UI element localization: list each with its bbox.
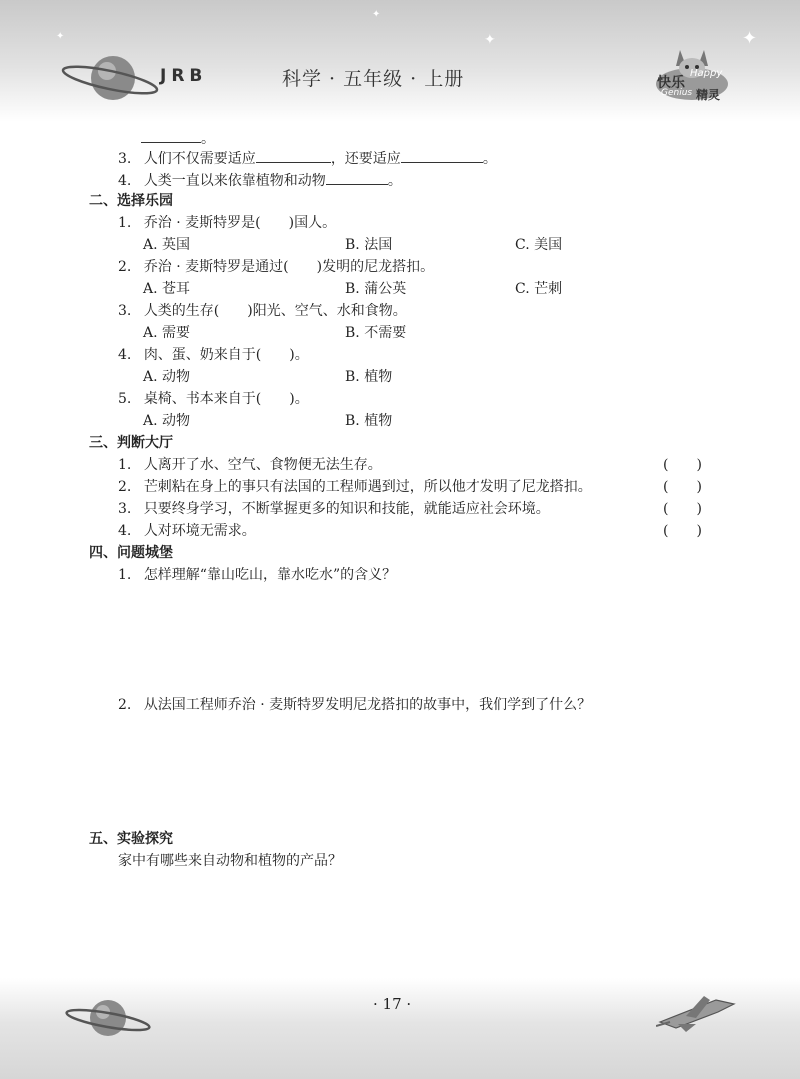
answer-area[interactable] <box>118 876 698 971</box>
choice-question-5: 5. 桌椅、书本来自于( )。 <box>118 391 309 407</box>
fill-question-3: 3. 人们不仅需要适应 ，还要适应 。 <box>118 148 497 168</box>
experiment-question: 家中有哪些来自动物和植物的产品？ <box>118 853 342 869</box>
answer-area[interactable] <box>140 590 700 690</box>
section-title-experiment: 五、实验探究 <box>89 831 173 847</box>
mascot-logo-text: 快乐 <box>657 75 685 91</box>
judge-answer-paren[interactable]: ( ) <box>663 479 702 495</box>
choice-option-b[interactable]: B. 蒲公英 <box>345 281 407 297</box>
choice-option-a[interactable]: A. 英国 <box>143 237 191 253</box>
choice-option-b[interactable]: B. 法国 <box>345 237 393 253</box>
choice-option-c[interactable]: C. 芒刺 <box>515 281 563 297</box>
saturn-planet-icon <box>58 48 162 108</box>
judge-answer-paren[interactable]: ( ) <box>663 501 702 517</box>
page-number: · 17 · <box>373 995 412 1013</box>
answer-blank[interactable] <box>141 128 201 143</box>
answer-blank[interactable] <box>256 148 331 163</box>
answer-area[interactable] <box>140 720 700 820</box>
open-question-1: 1. 怎样理解“靠山吃山，靠水吃水”的含义？ <box>118 567 397 583</box>
section-title-choice: 二、选择乐园 <box>89 193 173 209</box>
judge-item: 4. 人对环境无需求。 <box>118 523 256 539</box>
open-question-2: 2. 从法国工程师乔治 · 麦斯特罗发明尼龙搭扣的故事中，我们学到了什么？ <box>118 697 592 713</box>
judge-item: 1. 人离开了水、空气、食物便无法生存。 <box>118 457 382 473</box>
fill-question-4: 4. 人类一直以来依靠植物和动物 。 <box>118 170 402 190</box>
judge-answer-paren[interactable]: ( ) <box>663 457 702 473</box>
section-title-questions: 四、问题城堡 <box>89 545 173 561</box>
sparkle-icon: ✦ <box>372 9 381 20</box>
fill-blank-continuation: 。 <box>141 128 215 148</box>
answer-blank[interactable] <box>401 148 483 163</box>
page-title: 科学 · 五年级 · 上册 <box>282 68 465 90</box>
choice-question-3: 3. 人类的生存( )阳光、空气、水和食物。 <box>118 303 407 319</box>
judge-item: 2. 芒刺粘在身上的事只有法国的工程师遇到过，所以他才发明了尼龙搭扣。 <box>118 479 592 495</box>
judge-item: 3. 只要终身学习，不断掌握更多的知识和技能，就能适应社会环境。 <box>118 501 550 517</box>
choice-question-4: 4. 肉、蛋、奶来自于( )。 <box>118 347 309 363</box>
choice-option-a[interactable]: A. 动物 <box>143 413 191 429</box>
saturn-planet-icon <box>60 992 156 1044</box>
section-title-judge: 三、判断大厅 <box>89 435 173 451</box>
choice-option-b[interactable]: B. 不需要 <box>345 325 407 341</box>
sparkle-icon: ✦ <box>484 32 496 48</box>
mascot-logo-happy: Happy <box>690 68 723 79</box>
mascot-logo-jingling: 精灵 <box>696 88 721 102</box>
answer-blank[interactable] <box>326 170 388 185</box>
choice-question-2: 2. 乔治 · 麦斯特罗是通过( )发明的尼龙搭扣。 <box>118 259 435 275</box>
choice-option-b[interactable]: B. 植物 <box>345 369 393 385</box>
sparkle-icon: ✦ <box>56 31 65 42</box>
judge-answer-paren[interactable]: ( ) <box>663 523 702 539</box>
choice-option-c[interactable]: C. 美国 <box>515 237 563 253</box>
choice-option-b[interactable]: B. 植物 <box>345 413 393 429</box>
sparkle-icon: ✦ <box>742 28 758 49</box>
space-shuttle-icon <box>656 990 740 1034</box>
choice-option-a[interactable]: A. 苍耳 <box>143 281 191 297</box>
series-logo-text: JRB <box>160 66 208 86</box>
choice-question-1: 1. 乔治 · 麦斯特罗是( )国人。 <box>118 215 337 231</box>
choice-option-a[interactable]: A. 需要 <box>143 325 191 341</box>
mascot-logo-genius: Genius <box>661 88 693 98</box>
choice-option-a[interactable]: A. 动物 <box>143 369 191 385</box>
